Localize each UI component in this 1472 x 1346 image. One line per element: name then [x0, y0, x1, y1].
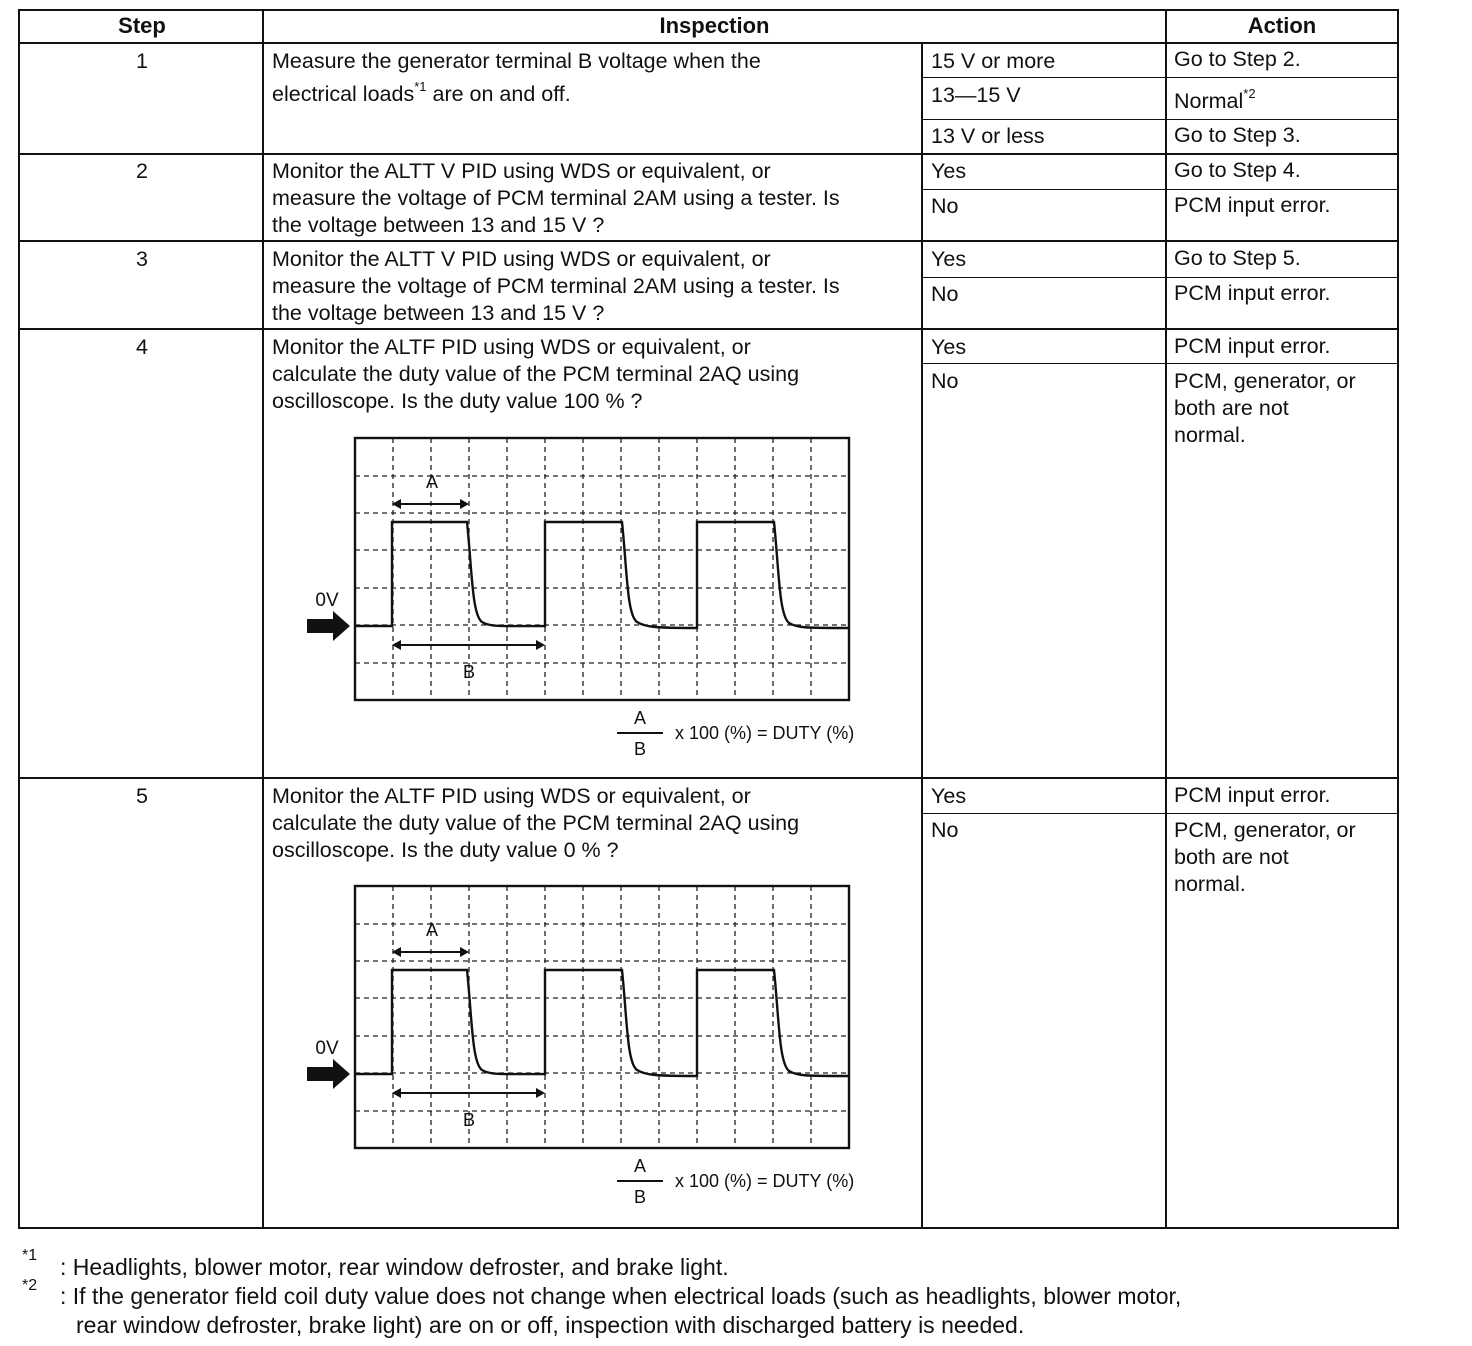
arrow-a-left-head	[392, 499, 401, 509]
zero-volt-arrow-icon	[307, 1059, 350, 1089]
step-number: 4	[136, 335, 148, 359]
formula-numerator: A	[633, 708, 646, 728]
label-a: A	[425, 472, 439, 492]
footnote-mark: *2	[22, 1277, 38, 1294]
formula-denominator: B	[633, 739, 646, 759]
table-border-top	[18, 9, 1399, 11]
waveform	[355, 522, 849, 628]
formula-fraction-bar	[617, 732, 663, 734]
arrow-b-right-head	[536, 1088, 545, 1098]
condition-cell: Yes	[931, 159, 967, 183]
condition-cell: 15 V or more	[931, 49, 1056, 73]
col-divider-step	[262, 9, 264, 1229]
footnote-ref: *2	[1243, 85, 1256, 101]
condition-cell: No	[931, 194, 959, 218]
formula-denominator: B	[633, 1187, 646, 1207]
oscilloscope-diagram	[300, 878, 900, 1218]
footnote-text: : Headlights, blower motor, rear window defroster, and brake light.	[60, 1254, 729, 1280]
action-cell: PCM, generator, or both are not normal.	[1174, 818, 1356, 896]
condition-cell: Yes	[931, 247, 967, 271]
zero-volt-arrow-icon	[307, 611, 350, 641]
footnote-ref: *1	[414, 78, 427, 94]
condition-cell: Yes	[931, 335, 967, 359]
label-0v: 0V	[315, 1038, 339, 1059]
formula-text: x 100 (%) = DUTY (%)	[675, 1171, 855, 1191]
header-inspection: Inspection	[659, 13, 770, 38]
header-step: Step	[118, 13, 166, 38]
row-divider-3	[18, 328, 1399, 330]
oscilloscope-diagram	[300, 430, 900, 770]
inspection-text: Monitor the ALTF PID using WDS or equivalent, or calculate the duty value of the PCM terminal 2AQ using oscilloscope. Is the duty value 100 % ?	[272, 335, 800, 413]
action-cell: Go to Step 4.	[1174, 158, 1301, 182]
table-border-right	[1397, 9, 1399, 1229]
step-number: 2	[136, 159, 148, 183]
arrow-a-right-head	[460, 947, 469, 957]
action-cell: PCM, generator, or both are not normal.	[1174, 369, 1356, 447]
subrow-divider-2	[921, 189, 1399, 190]
condition-cell: 13—15 V	[931, 83, 1021, 107]
step-number: 5	[136, 784, 148, 808]
action-cell: Normal$^{*2}$	[1174, 85, 1256, 113]
inspection-text: Monitor the ALTT V PID using WDS or equivalent, or measure the voltage of PCM terminal 2AM using a tester. Is the voltage between 13 and 15 V ?	[272, 247, 840, 325]
condition-cell: No	[931, 282, 959, 306]
step-number: 3	[136, 247, 148, 271]
subrow-divider-4	[921, 363, 1399, 364]
condition-cell: No	[931, 369, 959, 393]
action-cell: PCM input error.	[1174, 783, 1331, 807]
action-cell: Go to Step 3.	[1174, 123, 1301, 147]
row-divider-1	[18, 153, 1399, 155]
row-divider-4	[18, 777, 1399, 779]
subrow-divider-5	[921, 813, 1399, 814]
arrow-a-right-head	[460, 499, 469, 509]
waveform	[355, 970, 849, 1076]
formula-fraction-bar	[617, 1180, 663, 1182]
condition-cell: 13 V or less	[931, 124, 1045, 148]
col-divider-condition	[921, 42, 923, 1229]
subrow-divider-1a	[921, 77, 1399, 78]
inspection-text: Measure the generator terminal B voltage when the electrical loads$^{*1}$ are on and off.	[272, 49, 761, 106]
action-cell: Go to Step 2.	[1174, 47, 1301, 71]
action-cell: Go to Step 5.	[1174, 246, 1301, 270]
inspection-text: Monitor the ALTT V PID using WDS or equivalent, or measure the voltage of PCM terminal 2AM using a tester. Is the voltage between 13 and 15 V ?	[272, 159, 840, 237]
table-border-bottom	[18, 1227, 1399, 1229]
row-divider-2	[18, 240, 1399, 242]
action-cell: PCM input error.	[1174, 281, 1331, 305]
condition-cell: Yes	[931, 784, 967, 808]
table-border-left	[18, 9, 20, 1229]
arrow-a-left-head	[392, 947, 401, 957]
label-b: B	[462, 662, 476, 682]
label-a: A	[425, 920, 439, 940]
label-0v: 0V	[315, 590, 339, 611]
col-divider-action	[1165, 9, 1167, 1229]
subrow-divider-3	[921, 277, 1399, 278]
arrow-b-right-head	[536, 640, 545, 650]
action-cell: PCM input error.	[1174, 334, 1331, 358]
header-action: Action	[1247, 13, 1317, 38]
action-cell: PCM input error.	[1174, 193, 1331, 217]
formula-numerator: A	[633, 1156, 646, 1176]
inspection-text: Monitor the ALTF PID using WDS or equivalent, or calculate the duty value of the PCM terminal 2AQ using oscilloscope. Is the duty value 0 % ?	[272, 784, 800, 862]
formula-text: x 100 (%) = DUTY (%)	[675, 723, 855, 743]
header-divider	[18, 42, 1399, 44]
footnote-text: rear window defroster, brake light) are on or off, inspection with discharged battery is needed.	[76, 1312, 1025, 1338]
label-b: B	[462, 1110, 476, 1130]
footnote-mark: *1	[22, 1247, 38, 1264]
condition-cell: No	[931, 818, 959, 842]
subrow-divider-1b	[921, 119, 1399, 120]
step-number: 1	[136, 49, 148, 73]
footnote-text: : If the generator field coil duty value does not change when electrical loads (such as headlights, blower motor,	[60, 1283, 1182, 1309]
